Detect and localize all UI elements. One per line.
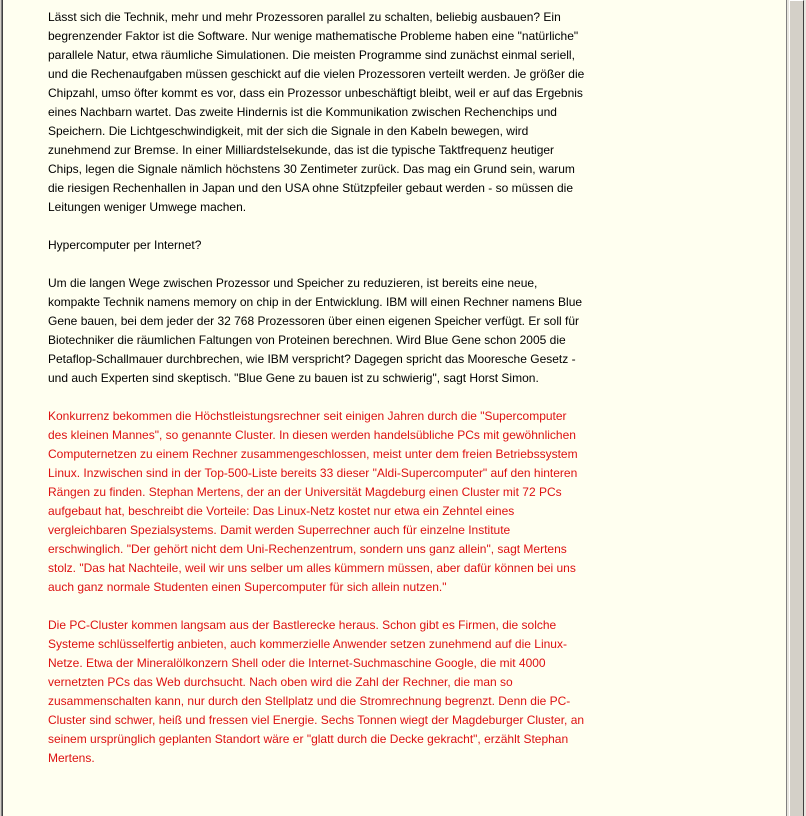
paragraph-blue-gene: Um die langen Wege zwischen Prozessor und Speicher zu reduzieren, ist bereits eine neue, kompakte Technik namens memory on chip in der Entwicklung. IBM will einen Rechner namens Blue Gene bauen, bei dem jeder der 32 768 Prozessoren über einen eigenen Speicher verfügt. Er soll für Biotechniker die räumlichen Faltungen von Proteinen berechnen. Wird Blue Gene schon 2005 die Petaflop-Schallmauer durchbrechen, wie IBM verspricht? Dagegen spricht das Mooresche Gesetz - und auch Experten sind skeptisch. "Blue Gene zu bauen ist zu schwierig", sagt Horst Simon.: [48, 276, 583, 385]
paragraph-cluster-competition: Konkurrenz bekommen die Höchstleistungsrechner seit einigen Jahren durch die "Supercomputer des kleinen Mannes", so genannte Cluster. In diesen werden handelsübliche PCs mit gewöhnlichen Computernetzen zu einem Rechner zusammengeschlossen, meist unter dem freien Betriebssystem Linux. Inzwischen sind in der Top-500-Liste bereits 33 dieser "Aldi-Supercomputer" auf den hinteren Rängen zu finden. Stephan Mertens, der an der Universität Magdeburg einen Cluster mit 72 PCs aufgebaut hat, beschreibt die Vorteile: Das Linux-Netz kostet nur etwa ein Zehntel eines vergleichbaren Spezialsystems. Damit werden Superrechner auch für einzelne Institute erschwinglich. "Der gehört nicht dem Uni-Rechenzentrum, sondern uns ganz allein", sagt Mertens stolz. "Das hat Nachteile, weil wir uns selber um alles kümmern müssen, aber dafür können bei uns auch ganz normale Studenten einen Supercomputer für sich allein nutzen.": [48, 409, 578, 594]
paragraph-parallel-limits: Lässt sich die Technik, mehr und mehr Prozessoren parallel zu schalten, beliebig ausbauen? Ein begrenzender Faktor ist die Software. Nur wenige mathematische Probleme haben eine "natürliche" parallele Natur, etwa räumliche Simulationen. Die meisten Programme sind zunächst einmal seriell, und die Rechenaufgaben müssen geschickt auf die vielen Prozessoren verteilt werden. Je größer die Chipzahl, umso öfter kommt es vor, dass ein Prozessor unbeschäftigt bleibt, weil er auf das Ergebnis eines Nachbarn wartet. Das zweite Hindernis ist die Kommunikation zwischen Rechenchips und Speichern. Die Lichtgeschwindigkeit, mit der sich die Signale in den Kabeln bewegen, wird zunehmend zur Bremse. In einer Milliardstelsekunde, das ist die typische Taktfrequenz heutiger Chips, legen die Signale nämlich höchstens 30 Zentimeter zurück. Das mag ein Grund sein, warum die riesigen Rechenhallen in Japan und den USA ohne Stützpfeiler gebaut werden - so müssen die Leitungen weniger Umwege machen.: [48, 10, 585, 214]
article-body: [48, 8, 588, 787]
vertical-scrollbar[interactable]: [786, 0, 806, 816]
content-pane: [4, 0, 786, 816]
scrollbar-thumb[interactable]: [789, 0, 804, 816]
section-heading-hypercomputer: Hypercomputer per Internet?: [48, 238, 202, 252]
paragraph-pc-cluster-growth: Die PC-Cluster kommen langsam aus der Bastlerecke heraus. Schon gibt es Firmen, die solche Systeme schlüsselfertig anbieten, auch kommerzielle Anwender setzen zunehmend auf die Linux-Netze. Etwa der Mineralölkonzern Shell oder die Internet-Suchmaschine Google, die mit 4000 vernetzten PCs das Web durchsucht. Nach oben wird die Zahl der Rechner, die man so zusammenschalten kann, nur durch den Stellplatz und die Stromrechnung begrenzt. Denn die PC-Cluster sind schwer, heiß und fressen viel Energie. Sechs Tonnen wiegt der Magdeburger Cluster, an seinem ursprünglich geplanten Standort wäre er "glatt durch die Decke gekracht", erzählt Stephan Mertens.: [48, 618, 585, 765]
